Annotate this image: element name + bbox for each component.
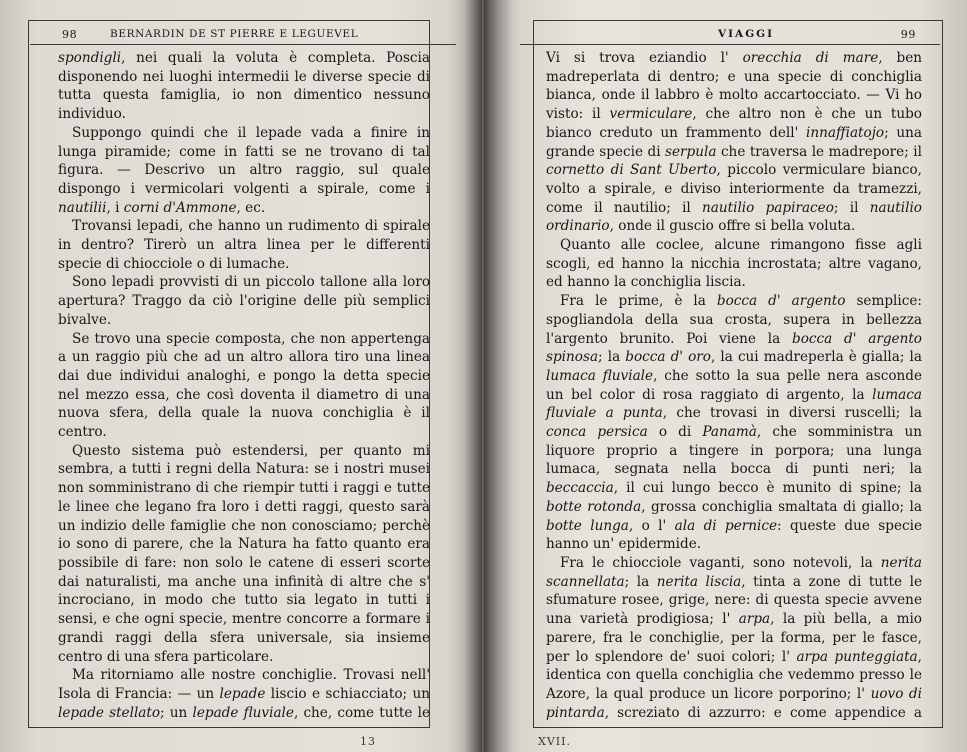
left-page-header <box>58 22 430 42</box>
left-paragraph: Se trovo una specie composta, che non appertenga a un raggio più che ad un altro allora tiro una linea dai due individui analoghi, e pongo la detta specie nel mezzo essa, che così doventa il diametro di una nuova sfera, della quale la nuova conchiglia è il centro. <box>58 330 430 441</box>
right-page-body <box>546 49 922 722</box>
right-header-rule <box>520 44 940 45</box>
left-paragraph: spondigli, nei quali la voluta è completa. Poscia disponendo nei luoghi intermedii le diverse specie di tutta questa famiglia, io non dimentico nessuno individuo. <box>58 50 430 123</box>
right-paragraph: Vi si trova eziandio l' orecchia di mare, ben madreperlata di dentro; e una specie di conchiglia bianca, onde il labbro è molto accartocciato. — Vi ho visto: il vermiculare, che altro non è che un tubo bianco creduto un frammento dell' innaffiatojo; una grande specie di serpula che traversa le madrepore; il cornetto di Sant Uberto, piccolo vermiculare bianco, volto a spirale, e diviso interiormente da tramezzi, come il nautilio; il nautilio papiraceo; il nautilio ordinario, onde il guscio offre si bella voluta. <box>546 50 923 235</box>
right-page-header <box>548 22 920 42</box>
left-paragraph: Ma ritorniamo alle nostre conchiglie. Trovasi nell' Isola di Francia: — un lepade liscio e schiacciato; un lepade stellato; un lepade fluviale, che, come tutte le <box>58 667 431 721</box>
left-running-head: BERNARDIN DE ST PIERRE E LEGUEVEL <box>110 28 359 40</box>
gutter-shadow-right <box>484 0 520 752</box>
left-page-body <box>58 49 430 722</box>
left-page <box>30 22 458 722</box>
left-page-number: 98 <box>62 28 78 41</box>
left-paragraph: Sono lepadi provvisti di un piccolo tallone alla loro apertura? Traggo da ciò l'origine delle più semplici bivalve. <box>58 274 430 328</box>
right-page <box>520 22 940 722</box>
left-paragraph: Questo sistema può estendersi, per quanto mi sembra, a tutti i regni della Natura: se i nostri musei non somministrano di che riempir tutti i raggi e tutte le linee che legano fra loro i detti raggi, questo sarà un indizio delle famiglie che non conosciamo; perchè io sono di parere, che la Natura ha fatto quanto era possibile di fare: non solo le catene di esseri scorte dai naturalisti, ma anche una infinità di altre che s' incrociano, in modo che tutto sia legato in tutti i sensi, e che ogni specie, mentre concorre a formare i grandi raggi della sfera universale, sia insieme centro di una sfera particolare. <box>58 442 430 665</box>
right-running-head: VIAGGI <box>718 28 775 40</box>
right-page-footer: XVII. <box>538 735 571 748</box>
right-paragraph: Fra le chiocciole vaganti, sono notevoli, la nerita scannellata; la nerita liscia, tinta a zone di tutte le sfumature rosee, grige, nere: di questa specie avvene una varietà prodigiosa; l' arpa, la più bella, a mio parere, fra le conchiglie, per la forma, per le fasce, per lo splendore de' suoi colori; l' arpa punteggiata, identica con quella conchiglia che vedemmo presso le Azore, la qual produce un licore porporino; l' uovo di pintarda, screziato di azzurro: e come appendice a <box>546 554 922 721</box>
left-header-rule <box>30 44 456 45</box>
right-paragraph: Fra le prime, è la bocca d' argento semplice: spogliandola della sua crosta, supera in bellezza l'argento brunito. Poi viene la bocca d' argento spinosa; la bocca d' oro, la cui madreperla è gialla; la lumaca fluviale, che sotto la sua pelle nera asconde un bel color di rosa raggiato di argento, la lumaca fluviale a punta, che trovasi in diversi ruscelli; la conca persica o di Panamà, che somministra un liquore proprio a tingere in porpora; una lunga lumaca, segnata nella bocca di punti neri; la beccaccia, il cui lungo becco è munito di spine; la botte rotonda, grossa conchiglia smaltata di giallo; la botte lunga, o l' ala di pernice: queste due specie hanno un' epidermide. <box>546 293 923 553</box>
left-page-footer: 13 <box>360 735 376 748</box>
left-paragraph: Trovansi lepadi, che hanno un rudimento di spirale in dentro? Tirerò un altra linea per le differenti specie di chiocciole o di lumache. <box>58 218 430 272</box>
left-paragraph: Suppongo quindi che il lepade vada a finire in lunga piramide; come in fatti se ne trovano di tal figura. — Descrivo un altro raggio, sul quale dispongo i vermicolari volgenti a spirale, come i nautilii, i corni d'Ammone, ec. <box>58 124 430 216</box>
right-page-number: 99 <box>900 28 916 41</box>
right-paragraph: Quanto alle coclee, alcune rimangono fisse agli scogli, ed hanno la nicchia incrostata; altre vagano, ed hanno la conchiglia liscia. <box>546 237 922 291</box>
